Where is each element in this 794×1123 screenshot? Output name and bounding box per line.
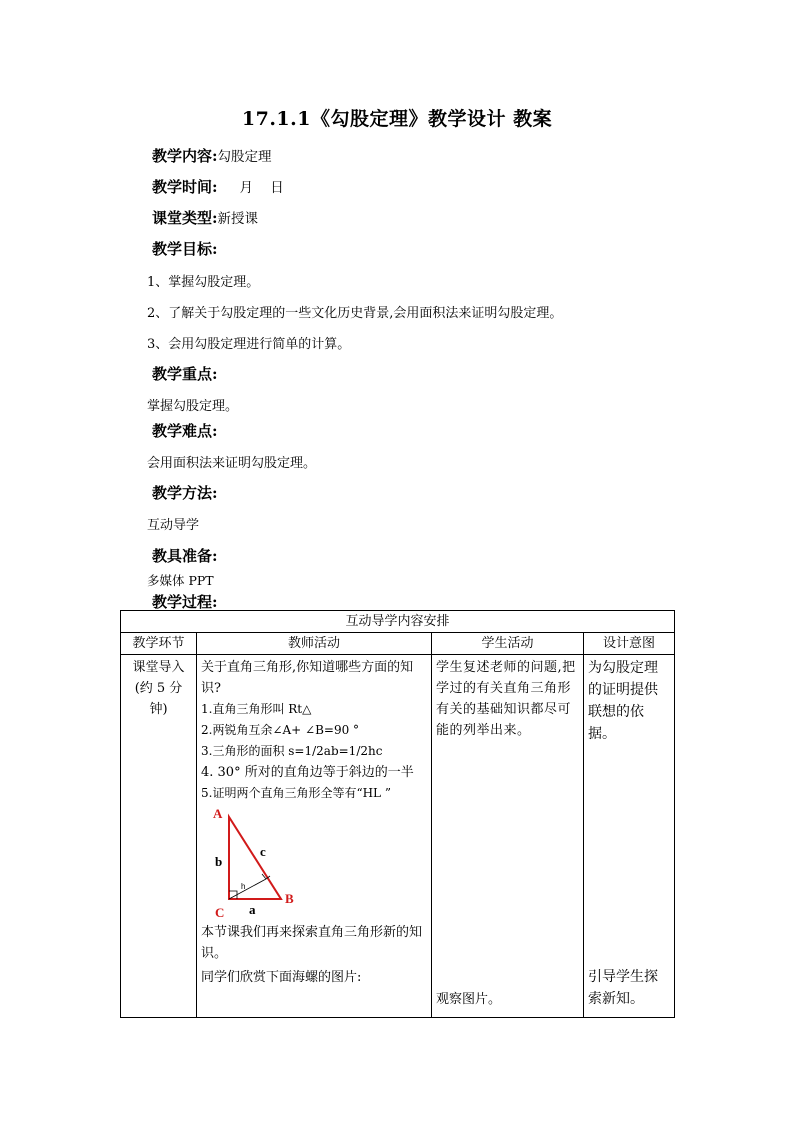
tools-text: 多媒体 PPT xyxy=(147,573,214,588)
teacher-item: 3.三角形的面积 s=1/2ab=1/2hc xyxy=(201,744,383,758)
triangle-outline xyxy=(229,817,281,899)
content-row xyxy=(152,145,272,166)
tools-heading: 教具准备: xyxy=(152,547,218,565)
student-observe: 观察图片。 xyxy=(436,992,502,1007)
side-label-b: b xyxy=(215,854,223,869)
content-label: 教学内容: xyxy=(152,147,218,165)
page-title: 17.1.1《勾股定理》教学设计 教案 xyxy=(241,108,553,130)
intent-text: 为勾股定理的证明提供联想的依据。 xyxy=(588,660,658,742)
teacher-item: 1.直角三角形叫 Rt△ xyxy=(201,702,312,716)
teacher-cell xyxy=(197,655,432,1018)
vertex-label-c: C xyxy=(215,905,225,920)
key-point-heading: 教学重点: xyxy=(152,365,218,383)
vertex-label-a: A xyxy=(213,806,223,821)
goal-item: 3、会用勾股定理进行简单的计算。 xyxy=(147,337,351,352)
process-heading: 教学过程: xyxy=(152,593,218,611)
col-header-student: 学生活动 xyxy=(432,633,584,655)
goal-item: 1、掌握勾股定理。 xyxy=(147,275,260,290)
col-header-teacher: 教师活动 xyxy=(197,633,432,655)
right-triangle-figure xyxy=(201,804,427,922)
side-label-c: c xyxy=(260,844,266,859)
time-row xyxy=(152,176,284,197)
student-activity: 学生复述老师的问题,把学过的有关直角三角形有关的基础知识都尽可能的列举出来。 xyxy=(436,660,576,738)
teacher-item: 2.两锐角互余∠A+ ∠B=90 ° xyxy=(201,723,360,737)
col-header-stage: 教学环节 xyxy=(121,633,197,655)
key-point-text: 掌握勾股定理。 xyxy=(147,399,239,414)
table-title: 互动导学内容安排 xyxy=(121,611,675,633)
difficulty-text: 会用面积法来证明勾股定理。 xyxy=(147,456,317,471)
type-value: 新授课 xyxy=(217,211,259,227)
height-label-h: h xyxy=(241,882,246,891)
content-value: 勾股定理 xyxy=(217,149,272,165)
stage-line: 钟) xyxy=(149,702,168,717)
method-heading: 教学方法: xyxy=(152,484,218,502)
height-line xyxy=(229,879,266,899)
time-label: 教学时间: xyxy=(152,178,218,196)
teacher-item: 5.证明两个直角三角形全等有“HL ” xyxy=(201,786,391,800)
triangle-diagram xyxy=(205,804,325,922)
teacher-prompt: 同学们欣赏下面海螺的图片: xyxy=(201,970,362,985)
goals-heading: 教学目标: xyxy=(152,240,218,258)
process-table xyxy=(120,610,675,1018)
stage-line: (约 5 分 xyxy=(134,681,183,696)
stage-cell xyxy=(121,655,197,1018)
vertex-label-b: B xyxy=(285,891,294,906)
teacher-intro: 关于直角三角形,你知道哪些方面的知识? xyxy=(201,660,414,696)
goal-item: 2、了解关于勾股定理的一些文化历史背景,会用面积法来证明勾股定理。 xyxy=(147,306,563,321)
difficulty-heading: 教学难点: xyxy=(152,422,218,440)
intent-guide: 引导学生探索新知。 xyxy=(588,969,658,1007)
teacher-item: 4. 30° 所对的直角边等于斜边的一半 xyxy=(201,765,414,780)
type-row xyxy=(152,207,258,228)
intent-cell xyxy=(584,655,675,1018)
student-cell xyxy=(432,655,584,1018)
stage-line: 课堂导入 xyxy=(132,660,185,675)
teacher-transition: 本节课我们再来探索直角三角形新的知识。 xyxy=(201,925,423,961)
col-header-intent: 设计意图 xyxy=(584,633,675,655)
type-label: 课堂类型: xyxy=(152,209,218,227)
method-text: 互动导学 xyxy=(147,518,200,533)
side-label-a: a xyxy=(249,902,256,917)
time-value: 月 日 xyxy=(239,180,284,196)
